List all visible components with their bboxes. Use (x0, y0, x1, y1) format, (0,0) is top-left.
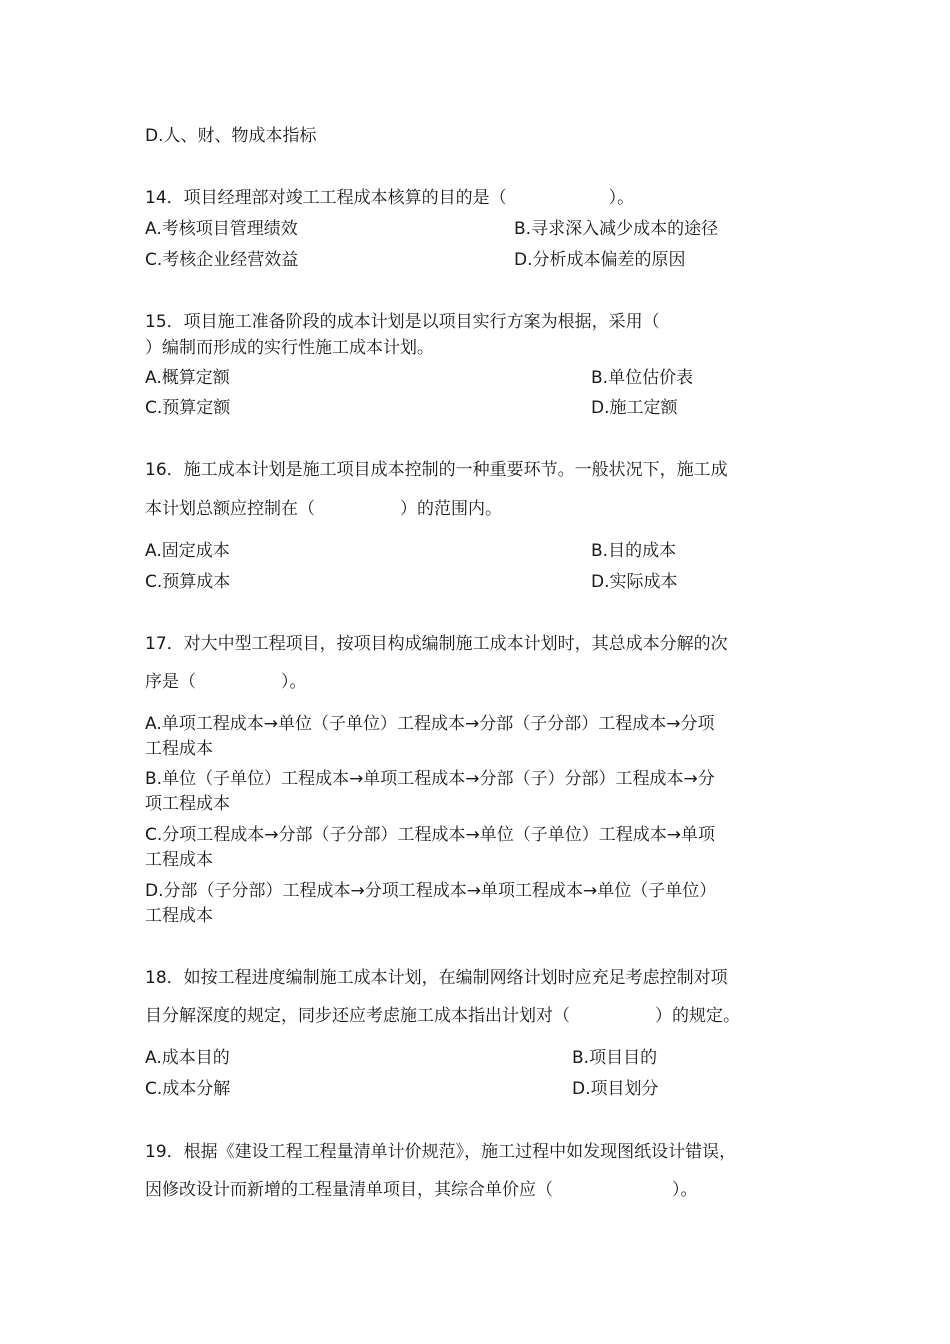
question-17-line-2: 序是（ ）。 (145, 672, 307, 692)
question-18-line-1: 18．如按工程进度编制施工成本计划，在编制网络计划时应充足考虑控制对项 (145, 968, 728, 988)
q16-option-d: D.实际成本 (591, 572, 678, 592)
q17-option-d-line-2: 工程成本 (145, 906, 213, 926)
q16-option-c: C.预算成本 (145, 572, 231, 592)
q18-option-b: B.项目目的 (572, 1048, 658, 1068)
q17-option-b-line-1: B.单位（子单位）工程成本→单项工程成本→分部（子）分部）工程成本→分 (145, 769, 715, 789)
question-14-text: 14．项目经理部对竣工工程成本核算的目的是（ ）。 (145, 188, 635, 208)
q17-option-c-line-2: 工程成本 (145, 850, 213, 870)
q17-option-b-line-2: 项工程成本 (145, 794, 230, 814)
question-17-line-1: 17．对大中型工程项目，按项目构成编制施工成本计划时，其总成本分解的次 (145, 634, 728, 654)
q17-option-c-line-1: C.分项工程成本→分部（子分部）工程成本→单位（子单位）工程成本→单项 (145, 825, 716, 845)
q17-option-a-line-2: 工程成本 (145, 739, 213, 759)
q14-option-a: A.考核项目管理绩效 (145, 219, 298, 239)
q17-option-a-line-1: A.单项工程成本→单位（子单位）工程成本→分部（子分部）工程成本→分项 (145, 714, 715, 734)
q14-option-d: D.分析成本偏差的原因 (514, 250, 686, 270)
q15-option-b: B.单位估价表 (591, 368, 694, 388)
q14-option-b: B.寻求深入减少成本的途径 (514, 219, 719, 239)
question-19-line-1: 19．根据《建设工程工程量清单计价规范》，施工过程中如发现图纸设计错误， (145, 1142, 737, 1162)
q18-option-d: D.项目划分 (572, 1079, 659, 1099)
q16-option-b: B.目的成本 (591, 541, 677, 561)
question-15-line-1: 15．项目施工准备阶段的成本计划是以项目实行方案为根据，采用（ (145, 312, 660, 332)
q15-option-d: D.施工定额 (591, 398, 678, 418)
question-16-line-1: 16．施工成本计划是施工项目成本控制的一种重要环节。一般状况下，施工成 (145, 460, 728, 480)
q18-option-a: A.成本目的 (145, 1048, 230, 1068)
q17-option-d-line-1: D.分部（子分部）工程成本→分项工程成本→单项工程成本→单位（子单位） (145, 881, 717, 901)
q15-option-c: C.预算定额 (145, 398, 231, 418)
question-19-line-2: 因修改设计而新增的工程量清单项目，其综合单价应（ ）。 (145, 1180, 698, 1200)
question-15-line-2: ）编制而形成的实行性施工成本计划。 (145, 338, 434, 358)
option-d-prev: D.人、财、物成本指标 (145, 126, 317, 146)
q18-option-c: C.成本分解 (145, 1079, 231, 1099)
q14-option-c: C.考核企业经营效益 (145, 250, 299, 270)
q15-option-a: A.概算定额 (145, 368, 230, 388)
q16-option-a: A.固定成本 (145, 541, 230, 561)
question-18-line-2: 目分解深度的规定，同步还应考虑施工成本指出计划对（ ）的规定。 (145, 1006, 740, 1026)
question-16-line-2: 本计划总额应控制在（ ）的范围内。 (145, 499, 502, 519)
